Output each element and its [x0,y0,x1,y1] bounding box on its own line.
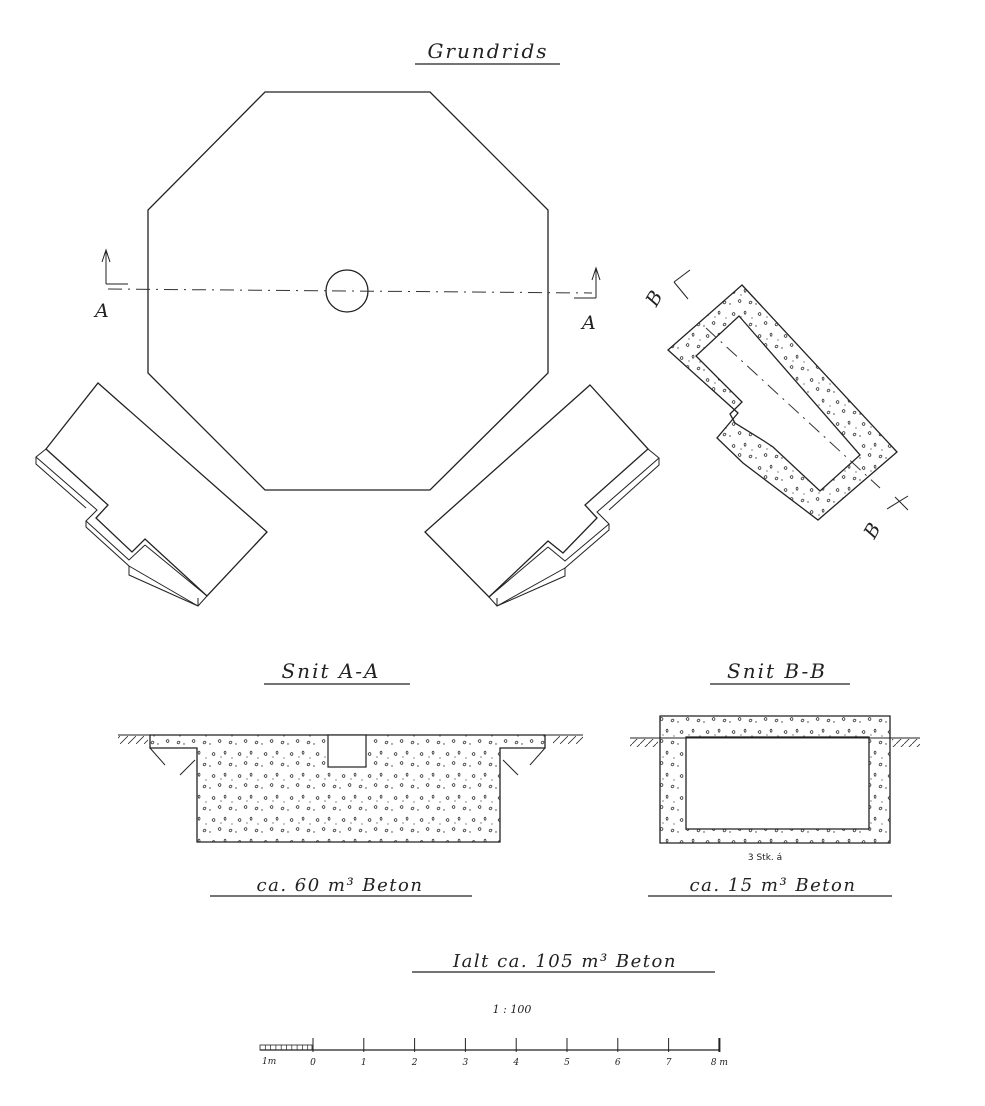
scale-tick-label: 1 [360,1058,367,1068]
plan-title: Grundrids [427,39,549,63]
section-marker-right [574,268,600,334]
section-a-label-left: A [95,300,109,322]
scale-bar [260,1038,728,1068]
section-bb-title: Snit B-B [727,659,827,683]
anchor-block-section-bb [660,716,890,843]
scale-tick-label: 3 [462,1058,469,1068]
section-aa-title: Snit A-A [281,659,381,683]
scale-tick-label: 8 m [710,1058,728,1068]
scale-tick-label: 7 [665,1058,672,1068]
center-recess [328,735,366,767]
section-line-a [108,289,592,293]
octagon-foundation [148,92,548,490]
plan-view [36,39,908,606]
scale-tick-label: 4 [513,1058,520,1068]
total-volume: Ialt ca. 105 m³ Beton [453,951,677,972]
section-b-label-bottom: B [859,519,886,543]
scale-tick-label: 2 [411,1058,418,1068]
support-block-right [425,385,659,606]
scale-tick-label: 5 [564,1058,570,1068]
scale-unit-label: 1m [262,1057,277,1067]
scale-tick-label: 0 [310,1058,316,1068]
section-a-label-right: A [582,312,596,334]
support-block-left [36,383,267,606]
section-bb-volume: ca. 15 m³ Beton [689,875,857,896]
section-b-marker-bottom [859,496,908,543]
section-bb [630,659,920,896]
anchor-block-plan [641,270,908,543]
section-bb-note: 3 Stk. á [747,853,783,863]
section-b-label-top: B [641,287,668,311]
summary [412,951,715,1016]
scale-subdivision [260,1045,312,1050]
scale-tick-label: 6 [614,1058,621,1068]
section-aa [118,659,583,896]
section-marker-left [93,250,128,322]
scale-ratio: 1 : 100 [492,1003,532,1016]
section-b-marker-top [641,270,690,311]
section-aa-volume: ca. 60 m³ Beton [256,875,424,896]
